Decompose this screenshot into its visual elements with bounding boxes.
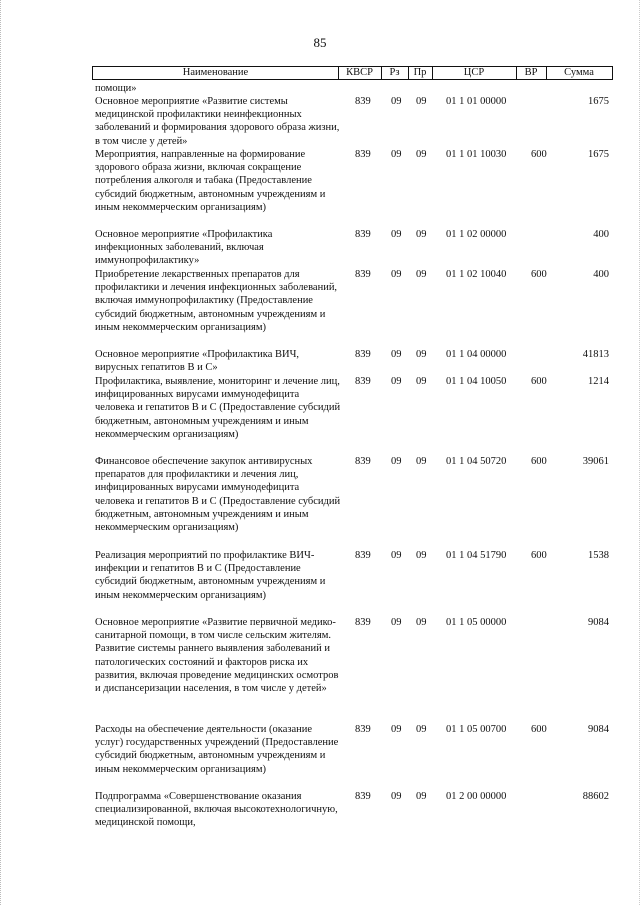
row-name: Финансовое обеспечение закупок антивирусных препаратов для профилактики и лечения лиц, инфицированных вирусами иммунодефицита человека и гепатитов В и С (Предоставление субсидий бюджетным, автономным учреждениям и иным некоммерческим организациям) [95, 456, 341, 534]
header-csr: ЦСР [463, 67, 485, 78]
row-pr: 09 [416, 349, 427, 360]
row-pr: 09 [416, 617, 427, 628]
row-kvsr: 839 [355, 149, 371, 160]
header-divider [516, 67, 517, 79]
row-name: Реализация мероприятий по профилактике ВИЧ-инфекции и гепатитов В и С (Предоставление субсидий бюджетным, автономным учреждениям и иным некоммерческим организациям) [95, 550, 326, 601]
row-sum: 400 [593, 269, 609, 280]
row-rz: 09 [391, 724, 402, 735]
table-body [95, 82, 613, 830]
row-kvsr: 839 [355, 724, 371, 735]
table-row [95, 148, 613, 228]
row-vr: 600 [531, 376, 547, 387]
header-kvsr: КВСР [346, 67, 373, 78]
row-kvsr: 839 [355, 349, 371, 360]
row-rz: 09 [391, 456, 402, 467]
table-row [95, 616, 613, 723]
row-pr: 09 [416, 269, 427, 280]
row-pr: 09 [416, 96, 427, 107]
row-sum: 88602 [582, 791, 609, 802]
header-divider [432, 67, 433, 79]
row-sum: 1538 [588, 550, 609, 561]
page-number: 85 [313, 35, 327, 50]
row-kvsr: 839 [355, 376, 371, 387]
row-name: Расходы на обеспечение деятельности (оказание услуг) государственных учреждений (Предоставление субсидий бюджетным, автономным учреждениям и иным некоммерческим организациям) [95, 724, 339, 775]
row-pr: 09 [416, 550, 427, 561]
table-row [95, 549, 613, 616]
row-sum: 400 [593, 229, 609, 240]
table-row [95, 228, 613, 268]
row-pr: 09 [416, 229, 427, 240]
table-row [95, 790, 613, 830]
row-pr: 09 [416, 724, 427, 735]
row-rz: 09 [391, 96, 402, 107]
row-csr: 01 1 01 00000 [446, 96, 507, 107]
row-vr: 600 [531, 456, 547, 467]
row-sum: 1214 [588, 376, 609, 387]
row-sum: 41813 [582, 349, 609, 360]
row-sum: 1675 [588, 149, 609, 160]
table-row [95, 455, 613, 549]
row-rz: 09 [391, 376, 402, 387]
row-csr: 01 1 05 00700 [446, 724, 507, 735]
row-rz: 09 [391, 229, 402, 240]
header-rz: Рз [389, 67, 400, 78]
row-name: Мероприятия, направленные на формирование здорового образа жизни, включая сокращение потребления алкоголя и табака (Предоставление субсидий бюджетным, автономным учреждениям и иным некоммерческим организациям) [95, 149, 326, 213]
row-csr: 01 1 04 50720 [446, 456, 507, 467]
header-vr: ВР [524, 67, 538, 78]
row-kvsr: 839 [355, 456, 371, 467]
row-csr: 01 1 04 00000 [446, 349, 507, 360]
table-row [95, 375, 613, 455]
row-kvsr: 839 [355, 96, 371, 107]
row-vr: 600 [531, 550, 547, 561]
header-pr: Пр [413, 67, 427, 78]
header-divider [408, 67, 409, 79]
row-pr: 09 [416, 456, 427, 467]
row-rz: 09 [391, 149, 402, 160]
row-kvsr: 839 [355, 550, 371, 561]
row-rz: 09 [391, 269, 402, 280]
row-rz: 09 [391, 349, 402, 360]
row-sum: 39061 [582, 456, 609, 467]
row-vr: 600 [531, 724, 547, 735]
row-name: Профилактика, выявление, мониторинг и лечение лиц, инфицированных вирусами иммунодефицита человека и гепатитов В и С (Предоставление субсидий бюджетным, автономным учреждениям и иным некоммерческим организациям) [95, 376, 341, 440]
row-sum: 9084 [588, 724, 609, 735]
header-divider [546, 67, 547, 79]
row-csr: 01 1 04 51790 [446, 550, 507, 561]
row-name: Подпрограмма «Совершенствование оказания специализированной, включая высокотехнологичную, медицинской помощи, [95, 791, 338, 829]
row-name: Основное мероприятие «Профилактика инфекционных заболеваний, включая иммунопрофилактику» [95, 229, 273, 267]
row-name: Основное мероприятие «Развитие первичной медико-санитарной помощи, в том числе сельским жителям. Развитие системы раннего выявления заболеваний и патологических состояний и факторов риска их развития, включая проведение медицинских осмотров и диспансеризации населения, в том числе у детей» [95, 617, 339, 695]
table-row [95, 723, 613, 790]
row-name: Основное мероприятие «Развитие системы медицинской профилактики неинфекционных заболеваний и формирования здорового образа жизни, в том числе у детей» [95, 96, 340, 147]
row-sum: 1675 [588, 96, 609, 107]
row-sum: 9084 [588, 617, 609, 628]
row-rz: 09 [391, 791, 402, 802]
row-vr: 600 [531, 269, 547, 280]
row-kvsr: 839 [355, 617, 371, 628]
table-row [95, 348, 613, 375]
header-divider [338, 67, 339, 79]
row-name: Основное мероприятие «Профилактика ВИЧ, вирусных гепатитов В и С» [95, 349, 300, 374]
row-csr: 01 1 02 00000 [446, 229, 507, 240]
row-name: помощи» [95, 83, 137, 94]
row-vr: 600 [531, 149, 547, 160]
row-pr: 09 [416, 376, 427, 387]
row-csr: 01 2 00 00000 [446, 791, 507, 802]
table-row [95, 82, 613, 95]
row-kvsr: 839 [355, 229, 371, 240]
row-kvsr: 839 [355, 791, 371, 802]
row-rz: 09 [391, 550, 402, 561]
header-sum: Сумма [564, 67, 594, 78]
row-csr: 01 1 04 10050 [446, 376, 507, 387]
table-row [95, 95, 613, 148]
row-rz: 09 [391, 617, 402, 628]
row-csr: 01 1 01 10030 [446, 149, 507, 160]
table-row [95, 268, 613, 348]
header-divider [381, 67, 382, 79]
header-name: Наименование [182, 67, 249, 78]
row-csr: 01 1 02 10040 [446, 269, 507, 280]
table-header [92, 66, 613, 80]
row-pr: 09 [416, 149, 427, 160]
row-name: Приобретение лекарственных препаратов для профилактики и лечения инфекционных заболеваний, включая иммунопрофилактику (Предоставление субсидий бюджетным, автономным учреждениям и иным некоммерческим организациям) [95, 269, 338, 333]
row-csr: 01 1 05 00000 [446, 617, 507, 628]
row-pr: 09 [416, 791, 427, 802]
row-kvsr: 839 [355, 269, 371, 280]
page-left-edge [0, 0, 2, 905]
